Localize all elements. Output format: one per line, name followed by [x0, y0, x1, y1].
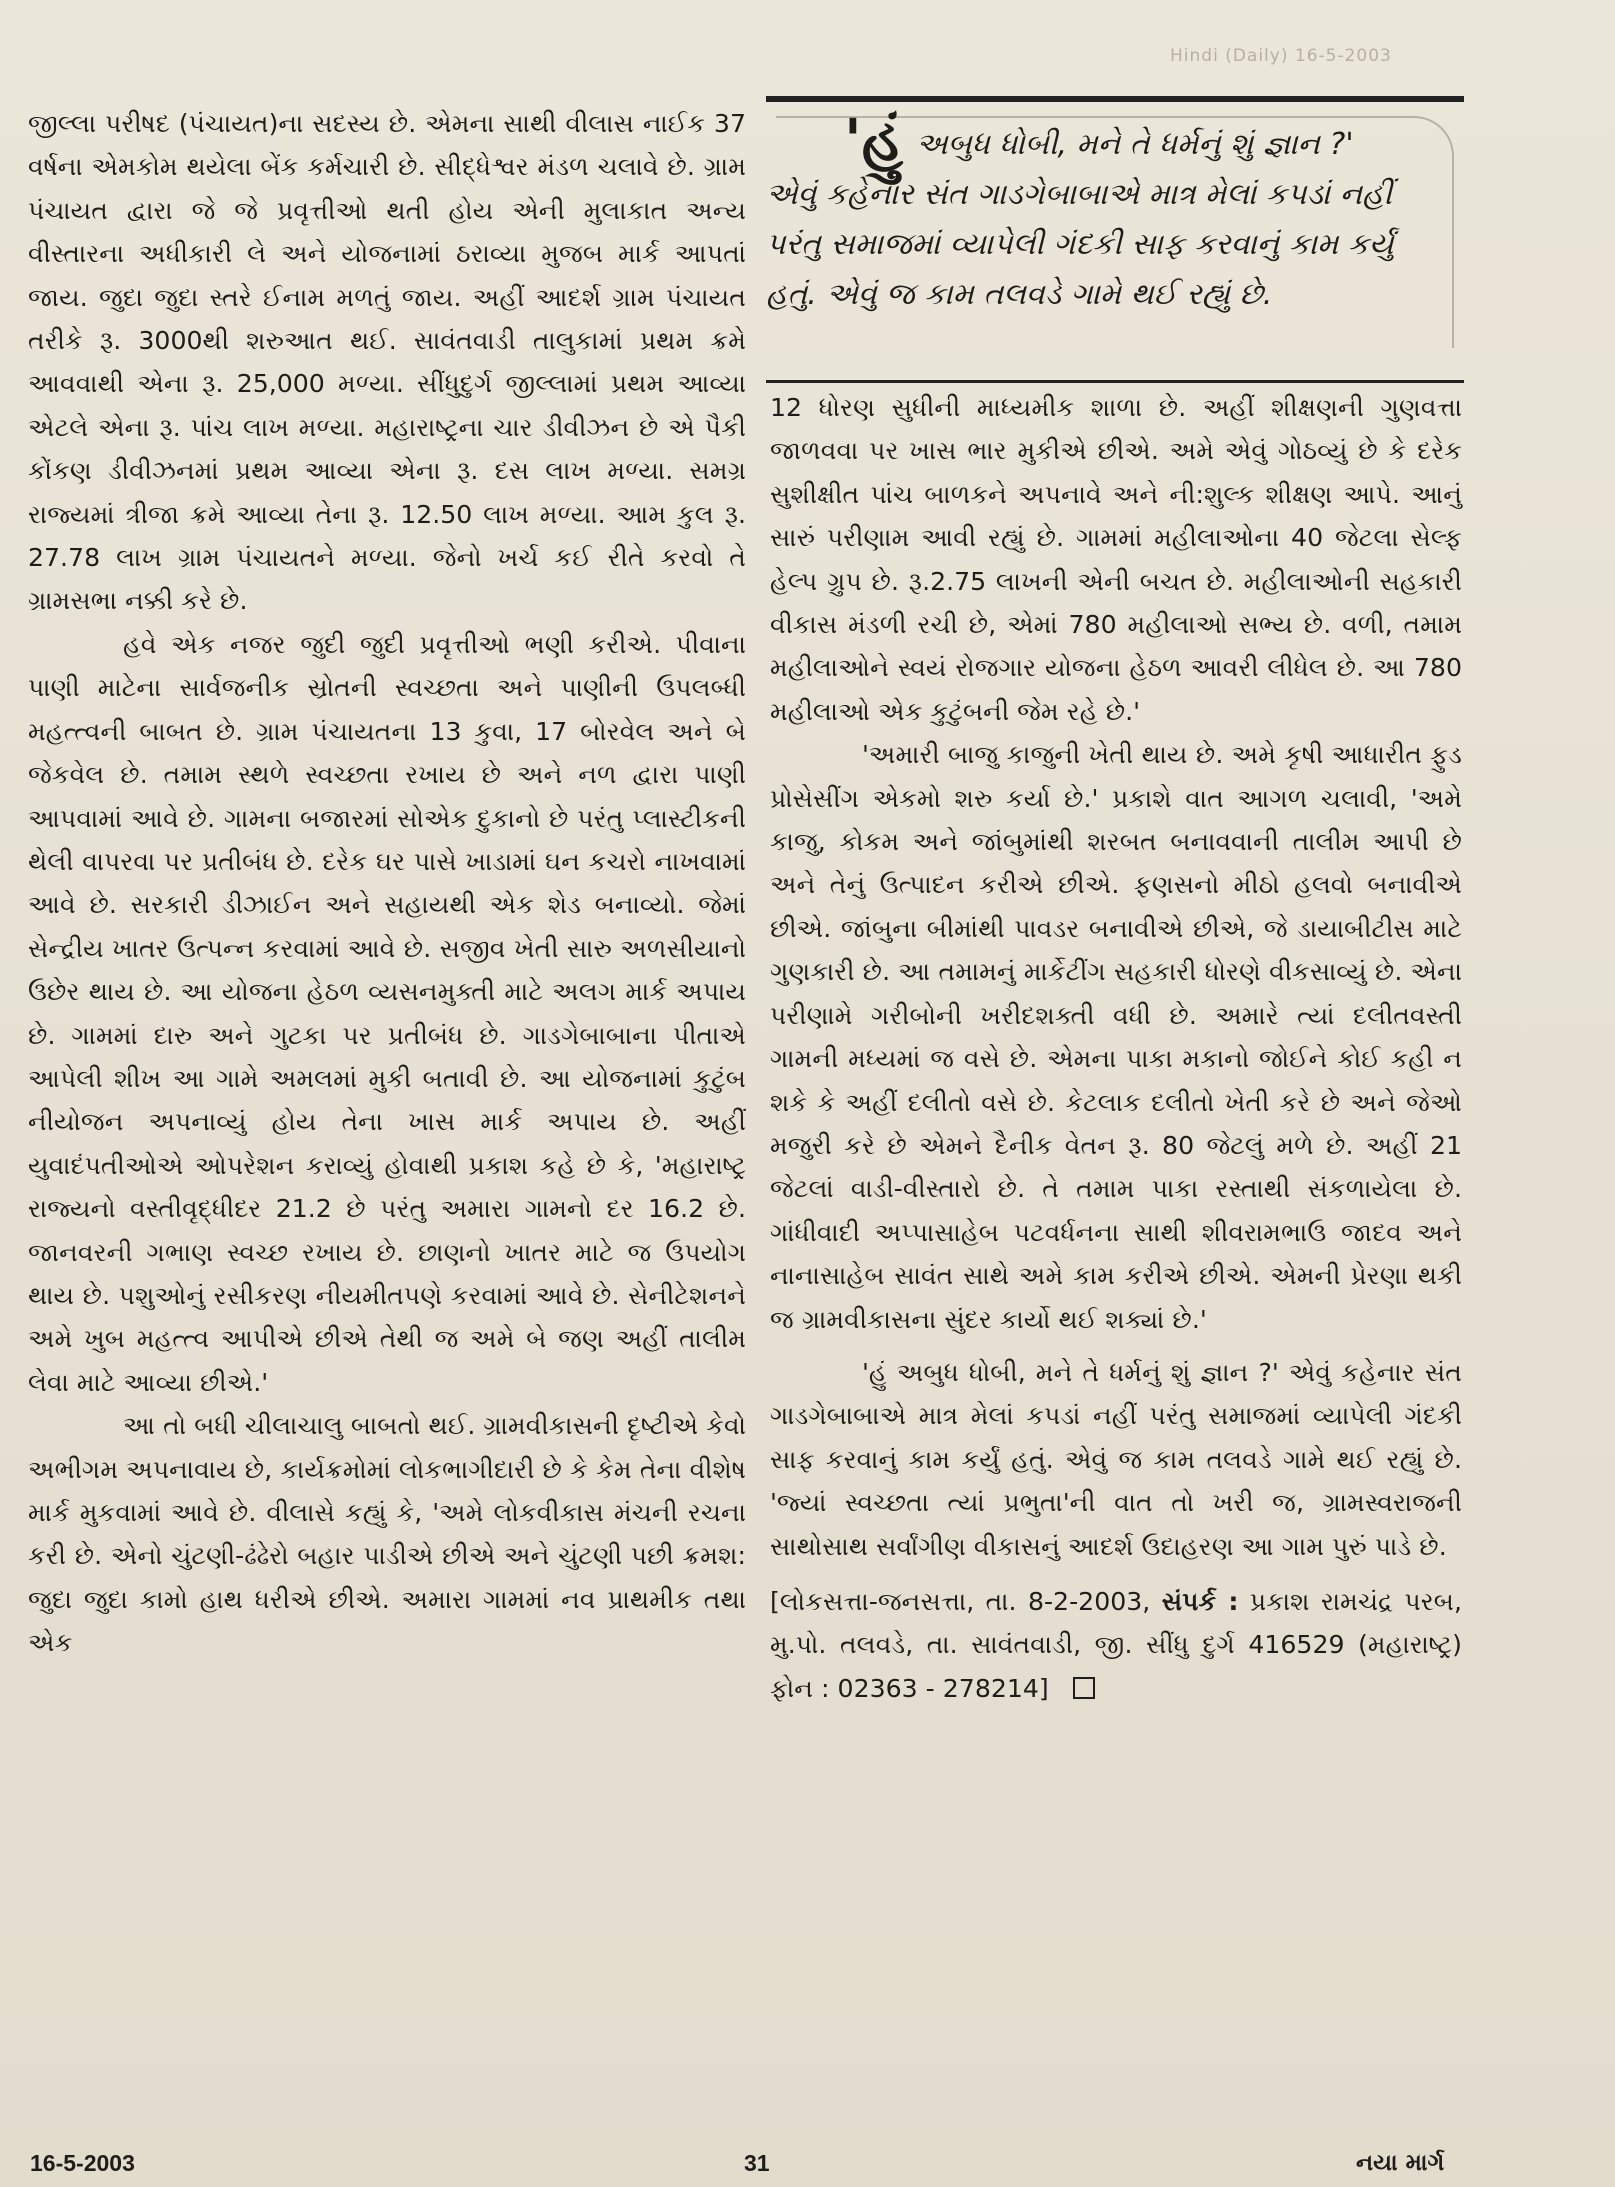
left-paragraph-1: જીલ્લા પરીષદ (પંચાયત)ના સદસ્ય છે. એમના સાથી વીલાસ નાઈક 37 વર્ષના એમકોમ થયેલા બેંક કર્મચારી છે. સીદ્ધેશ્વર મંડળ ચલાવે છે. ગ્રામ પંચાયત દ્વારા જે જે પ્રવૃત્તીઓ થતી હોય એની મુલાકાત અન્ય વીસ્તારના અધીકારી લે અને યોજનામાં ઠરાવ્યા મુજબ માર્ક આપતાં જાય. જુદા જુદા સ્તરે ઈનામ મળતું જાય. અહીં આદર્શ ગ્રામ પંચાયત તરીકે રૂ. 3000થી શરુઆત થઈ. સાવંતવાડી તાલુકામાં પ્રથમ ક્રમે આવવાથી એના રૂ. 25,000 મળ્યા. સીંધુદુર્ગ જીલ્લામાં પ્રથમ આવ્યા એટલે એના રૂ. પાંચ લાખ મળ્યા. મહારાષ્ટ્રના ચાર ડીવીઝન છે એ પૈકી કોંકણ ડીવીઝનમાં પ્રથમ આવ્યા એના રૂ. દસ લાખ મળ્યા. સમગ્ર રાજ્યમાં ત્રીજા ક્રમે આવ્યા તેના રૂ. 12.50 લાખ મળ્યા. આમ કુલ રૂ. 27.78 લાખ ગ્રામ પંચાયતને મળ્યા. જેનો ખર્ચ કઈ રીતે કરવો તે ગ્રામસભા નક્કી કરે છે. [28, 109, 746, 616]
pull-quote-line-1: અબુધ ધોબી, મને તે ધર્મનું શું જ્ઞાન ?' [916, 127, 1354, 162]
left-column [28, 102, 746, 1665]
right-column [770, 386, 1462, 1710]
page-footer [0, 2150, 1615, 2180]
source-prefix: [લોકસત્તા-જનસત્તા, તા. 8-2-2003, [770, 1586, 1162, 1616]
source-contact: પ્રકાશ રામચંદ્ર પરબ, મુ.પો. તલવડે, તા. સાવંતવાડી, જી. સીંધુ દુર્ગ 416529 (મહારાષ્ટ્ર) ફોન : 02363 - 278214] [770, 1586, 1463, 1703]
end-mark-icon [1073, 1677, 1095, 1699]
pull-quote-text [766, 120, 1464, 320]
paragraph-gap [770, 1341, 1462, 1351]
pull-quote-initial: 'હું [844, 106, 903, 174]
source-contact-label: સંપર્ક : [1161, 1586, 1239, 1616]
page-number: 31 [744, 2150, 770, 2176]
header-left-text: Hindi (Daily) 16-5-2003 [1170, 46, 1392, 66]
left-paragraph-3: આ તો બધી ચીલાચાલુ બાબતો થઈ. ગ્રામવીકાસની દૃષ્ટીએ કેવો અભીગમ અપનાવાય છે, કાર્યક્રમોમાં લોકભાગીદારી છે કે કેમ તેના વીશેષ માર્ક મુકવામાં આવે છે. વીલાસે કહ્યું કે, 'અમે લોકવીકાસ મંચની રચના કરી છે. એનો ચુંટણી-ઢંઢેરો બહાર પાડીએ છીએ અને ચુંટણી પછી ક્રમશ: જુદા જુદા કામો હાથ ધરીએ છીએ. અમારા ગામમાં નવ પ્રાથમીક તથા એક [28, 1411, 746, 1658]
right-paragraph-2: 'અમારી બાજુ કાજુની ખેતી થાય છે. અમે કૃષી આધારીત ફુડ પ્રોસેસીંગ એકમો શરુ કર્યા છે.' પ્રકાશે વાત આગળ ચલાવી, 'અમે કાજુ, કોકમ અને જાંબુમાંથી શરબત બનાવવાની તાલીમ આપી છે અને તેનું ઉત્પાદન કરીએ છીએ. ફણસનો મીઠો હલવો બનાવીએ છીએ. જાંબુના બીમાંથી પાવડર બનાવીએ છીએ, જે ડાયાબીટીસ માટે ગુણકારી છે. આ તમામનું માર્કેટીંગ સહકારી ધોરણે વીકસાવ્યું છે. એના પરીણામે ગરીબોની ખરીદશક્તી વધી છે. અમારે ત્યાં દલીતવસ્તી ગામની મધ્યમાં જ વસે છે. એમના પાકા મકાનો જોઈને કોઈ કહી ન શકે કે અહીં દલીતો વસે છે. કેટલાક દલીતો ખેતી કરે છે અને જેઓ મજુરી કરે છે એમને દૈનીક વેતન રૂ. 80 જેટલું મળે છે. અહીં 21 જેટલાં વાડી-વીસ્તારો છે. તે તમામ પાકા રસ્તાથી સંકળાયેલા છે. ગાંધીવાદી અપ્પાસાહેબ પટવર્ધનના સાથી શીવરામભાઉ જાદવ અને નાનાસાહેબ સાવંત સાથે અમે કામ કરીએ છીએ. એમની પ્રેરણા થકી જ ગ્રામવીકાસના સુંદર કાર્યો થઈ શક્યાં છે.' [770, 740, 1462, 1334]
right-paragraph-1: 12 ધોરણ સુધીની માધ્યમીક શાળા છે. અહીં શીક્ષણની ગુણવત્તા જાળવવા પર ખાસ ભાર મુકીએ છીએ. અમે એવું ગોઠવ્યું છે કે દરેક સુશીક્ષીત પાંચ બાળકને અપનાવે અને ની:શુલ્ક શીક્ષણ આપે. આનું સારું પરીણામ આવી રહ્યું છે. ગામમાં મહીલાઓના 40 જેટલા સેલ્ફ હેલ્પ ગ્રુપ છે. રૂ.2.75 લાખની એની બચત છે. મહીલાઓની સહકારી વીકાસ મંડળી રચી છે, એમાં 780 મહીલાઓ સભ્ય છે. વળી, તમામ મહીલાઓને સ્વયં રોજગાર યોજના હેઠળ આવરી લીધેલ છે. આ 780 મહીલાઓ એક કુટુંબની જેમ રહે છે.' [770, 393, 1462, 726]
faded-header-strip [0, 0, 1615, 70]
pull-quote-line-4: હતું. એવું જ કામ તલવડે ગામે થઈ રહ્યું છે. [766, 277, 1273, 312]
footer-date: 16-5-2003 [30, 2150, 135, 2176]
right-paragraph-3: 'હું અબુધ ધોબી, મને તે ધર્મનું શું જ્ઞાન ?' એવું કહેનાર સંત ગાડગેબાબાએ માત્ર મેલાં કપડાં નહીં પરંતુ સમાજમાં વ્યાપેલી ગંદકી સાફ કરવાનું કામ કર્યું હતું. એવું જ કામ તલવડે ગામે થઈ રહ્યું છે. 'જ્યાં સ્વચ્છતા ત્યાં પ્રભુતા'ની વાત તો ખરી જ, ગ્રામસ્વરાજની સાથોસાથ સર્વાંગીણ વીકાસનું આદર્શ ઉદાહરણ આ ગામ પુરું પાડે છે. [770, 1357, 1462, 1561]
source-citation [770, 1580, 1462, 1710]
pull-quote-line-2: એવું કહેનાર સંત ગાડગેબાબાએ માત્ર મેલાં કપડાં નહીં [766, 177, 1393, 212]
magazine-name: નયા માર્ગ [1356, 2150, 1445, 2176]
pull-quote-box [766, 96, 1464, 383]
pull-quote-line-3: પરંતુ સમાજમાં વ્યાપેલી ગંદકી સાફ કરવાનું કામ કર્યું [766, 227, 1394, 262]
left-paragraph-2: હવે એક નજર જુદી જુદી પ્રવૃત્તીઓ ભણી કરીએ. પીવાના પાણી માટેના સાર્વજનીક સ્રોતની સ્વચ્છતા અને પાણીની ઉપલબ્ધી મહત્ત્વની બાબત છે. ગ્રામ પંચાયતના 13 કુવા, 17 બોરવેલ અને બે જેકવેલ છે. તમામ સ્થળે સ્વચ્છતા રખાય છે અને નળ દ્વારા પાણી આપવામાં આવે છે. ગામના બજારમાં સોએક દુકાનો છે પરંતુ પ્લાસ્ટીકની થેલી વાપરવા પર પ્રતીબંધ છે. દરેક ઘર પાસે ખાડામાં ઘન કચરો નાખવામાં આવે છે. સરકારી ડીઝાઈન અને સહાયથી એક શેડ બનાવ્યો. જેમાં સેન્દ્રીય ખાતર ઉત્પન્ન કરવામાં આવે છે. સજીવ ખેતી સારુ અળસીયાનો ઉછેર થાય છે. આ યોજના હેઠળ વ્યસનમુક્તી માટે અલગ માર્ક અપાય છે. ગામમાં દારુ અને ગુટકા પર પ્રતીબંધ છે. ગાડગેબાબાના પીતાએ આપેલી શીખ આ ગામે અમલમાં મુકી બતાવી છે. આ યોજનામાં કુટુંબ નીયોજન અપનાવ્યું હોય તેના ખાસ માર્ક અપાય છે. અહીં યુવાદંપતીઓએ ઓપરેશન કરાવ્યું હોવાથી પ્રકાશ કહે છે કે, 'મહારાષ્ટ્ર રાજ્યનો વસ્તીવૃદ્ધીદર 21.2 છે પરંતુ અમારા ગામનો દર 16.2 છે. જાનવરની ગભાણ સ્વચ્છ રખાય છે. છાણનો ખાતર માટે જ ઉપયોગ થાય છે. પશુઓનું રસીકરણ નીયમીતપણે કરવામાં આવે છે. સેનીટેશનને અમે ખુબ મહત્ત્વ આપીએ છીએ તેથી જ અમે બે જણ અહીં તાલીમ લેવા માટે આવ્યા છીએ.' [28, 629, 746, 1397]
